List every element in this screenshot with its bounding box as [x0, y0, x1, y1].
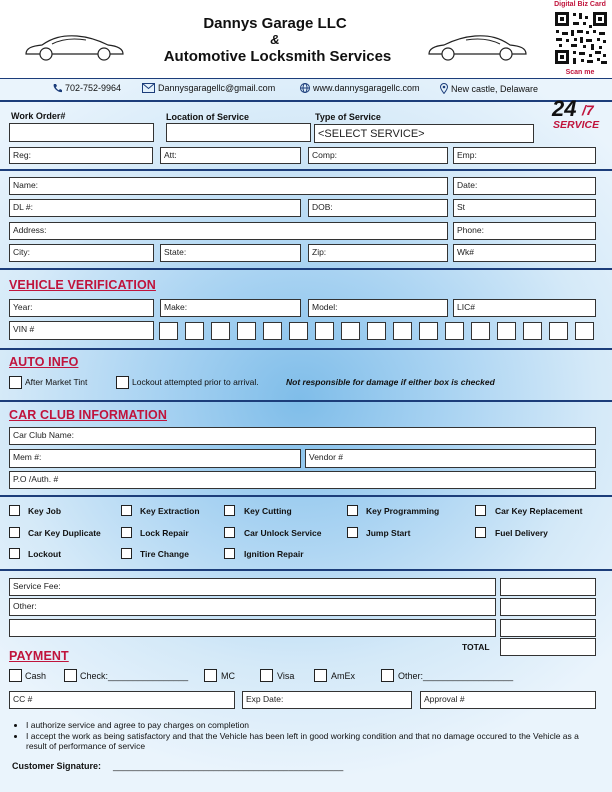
type-of-service-label: Type of Service — [315, 112, 381, 122]
location-text: New castle, Delaware — [451, 83, 539, 94]
location-of-service-input[interactable] — [166, 123, 311, 142]
st-field[interactable]: St — [453, 199, 596, 217]
zip-field[interactable]: Zip: — [308, 244, 448, 262]
after-market-tint-checkbox[interactable] — [9, 376, 22, 389]
globe-icon — [300, 83, 310, 93]
after-market-tint-label: After Market Tint — [25, 377, 88, 387]
company-name-line1: Dannys Garage LLC — [203, 15, 347, 32]
car-club-title: CAR CLUB INFORMATION — [9, 408, 167, 422]
vin-char-17[interactable] — [575, 322, 594, 340]
service-lockout-checkbox[interactable] — [9, 548, 20, 559]
contact-email[interactable] — [142, 83, 275, 93]
year-field[interactable]: Year: — [9, 299, 154, 317]
dob-field[interactable]: DOB: — [308, 199, 448, 217]
work-order-input[interactable] — [9, 123, 154, 142]
qr-caption: Scan me — [565, 69, 595, 76]
auto-info-title: AUTO INFO — [9, 355, 79, 369]
vin-char-2[interactable] — [185, 322, 204, 340]
vin-char-10[interactable] — [393, 322, 412, 340]
extra-fee-field[interactable] — [9, 619, 496, 637]
service-key-extraction-label: Key Extraction — [140, 506, 200, 516]
service-fuel-delivery-label: Fuel Delivery — [495, 528, 548, 538]
service-car-key-replacement-label: Car Key Replacement — [495, 506, 583, 516]
car-club-rule — [0, 495, 612, 497]
email-text: Dannysgaragellc@gmail.com — [158, 83, 276, 93]
pay-amex-checkbox[interactable] — [314, 669, 327, 682]
total-amount[interactable] — [500, 638, 596, 656]
term-authorize: • I authorize service and agree to pay charges on completion — [26, 720, 599, 730]
service-ignition-repair-checkbox[interactable] — [224, 548, 235, 559]
signature-line[interactable]: ______________________________________________ — [113, 761, 344, 771]
car-right-icon — [426, 28, 530, 64]
term-accept: • I accept the work as being satisfactory and that the Vehicle has been left in good working condition and that no damage occured to the Vehicle as a result of performance of service — [26, 731, 599, 751]
location-pin-icon — [440, 83, 448, 94]
service-fuel-delivery-checkbox[interactable] — [475, 527, 486, 538]
disclaimer-text: Not responsible for damage if either box is checked — [286, 377, 495, 387]
model-field[interactable]: Model: — [308, 299, 448, 317]
total-label: TOTAL — [462, 642, 490, 652]
service-car-key-duplicate-checkbox[interactable] — [9, 527, 20, 538]
po-auth-field[interactable]: P.O /Auth. # — [9, 471, 596, 489]
service-24-7-badge — [552, 96, 610, 136]
address-field[interactable]: Address: — [9, 222, 448, 240]
contact-rule — [0, 100, 612, 102]
state-field[interactable]: State: — [160, 244, 301, 262]
mem-field[interactable]: Mem #: — [9, 449, 301, 468]
contact-location — [440, 83, 538, 94]
service-ignition-repair-label: Ignition Repair — [244, 549, 304, 559]
service-tire-change-label: Tire Change — [140, 549, 189, 559]
wk-field[interactable]: Wk# — [453, 244, 596, 262]
badge-service: SERVICE — [553, 119, 600, 131]
vin-char-5[interactable] — [263, 322, 282, 340]
auto-info-rule — [0, 400, 612, 402]
qr-code-icon[interactable] — [553, 10, 609, 66]
pay-mc-checkbox[interactable] — [204, 669, 217, 682]
vin-char-9[interactable] — [367, 322, 386, 340]
work-order-label: Work Order# — [11, 111, 66, 121]
service-lockout-label: Lockout — [28, 549, 62, 559]
vin-char-14[interactable] — [497, 322, 516, 340]
order-rule — [0, 169, 612, 171]
contact-website[interactable] — [300, 83, 420, 93]
pay-cash-label: Cash — [25, 671, 47, 681]
vin-char-1[interactable] — [159, 322, 178, 340]
vin-char-11[interactable] — [419, 322, 438, 340]
lockout-attempted-label: Lockout attempted prior to arrival. — [132, 377, 259, 387]
pay-check-checkbox[interactable] — [64, 669, 77, 682]
pay-other-label: Other:__________________ — [398, 671, 514, 681]
approval-field[interactable]: Approval # — [420, 691, 596, 709]
vin-char-12[interactable] — [445, 322, 464, 340]
location-of-service-label: Location of Service — [166, 112, 250, 122]
service-jump-start-label: Jump Start — [366, 528, 411, 538]
service-key-extraction-checkbox[interactable] — [121, 505, 132, 516]
extra-fee-amount[interactable] — [500, 619, 596, 637]
service-fee-amount[interactable] — [500, 578, 596, 596]
vin-char-3[interactable] — [211, 322, 230, 340]
service-key-cutting-label: Key Cutting — [244, 506, 292, 516]
att-field[interactable]: Att: — [160, 147, 301, 164]
company-name-line2: Automotive Locksmith Services — [163, 48, 392, 65]
vin-char-6[interactable] — [289, 322, 308, 340]
vin-label-field: VIN # — [9, 321, 154, 340]
vin-char-8[interactable] — [341, 322, 360, 340]
pay-check-label: Check:________________ — [80, 671, 189, 681]
vin-char-7[interactable] — [315, 322, 334, 340]
comp-field[interactable]: Comp: — [308, 147, 448, 164]
service-lock-repair-checkbox[interactable] — [121, 527, 132, 538]
service-key-job-label: Key Job — [28, 506, 62, 516]
vehicle-rule — [0, 348, 612, 350]
dl-field[interactable]: DL #: — [9, 199, 301, 217]
services-rule — [0, 569, 612, 571]
company-name-amp: & — [270, 32, 280, 47]
service-jump-start-checkbox[interactable] — [347, 527, 358, 538]
service-tire-change-checkbox[interactable] — [121, 548, 132, 559]
vin-char-16[interactable] — [549, 322, 568, 340]
terms-list — [14, 720, 599, 752]
service-car-key-duplicate-label: Car Key Duplicate — [28, 528, 101, 538]
pay-other-checkbox[interactable] — [381, 669, 394, 682]
service-fee-field[interactable]: Service Fee: — [9, 578, 496, 596]
pay-visa-label: Visa — [277, 671, 295, 681]
vendor-field[interactable]: Vendor # — [305, 449, 596, 468]
service-car-unlock-label: Car Unlock Service — [244, 528, 322, 538]
qr-title: Digital Biz Card — [554, 1, 606, 8]
payment-title: PAYMENT — [9, 649, 69, 663]
vin-char-13[interactable] — [471, 322, 490, 340]
cc-number-field[interactable]: CC # — [9, 691, 235, 709]
service-key-programming-label: Key Programming — [366, 506, 440, 516]
date-field[interactable]: Date: — [453, 177, 596, 195]
car-left-icon — [22, 28, 126, 64]
badge-7: /7 — [582, 102, 594, 118]
phone-icon — [52, 83, 62, 93]
service-key-job-checkbox[interactable] — [9, 505, 20, 516]
header-rule — [0, 78, 612, 79]
name-field[interactable]: Name: — [9, 177, 448, 195]
pay-cash-checkbox[interactable] — [9, 669, 22, 682]
type-of-service-select[interactable]: <SELECT SERVICE> — [314, 124, 534, 143]
lockout-attempted-checkbox[interactable] — [116, 376, 129, 389]
city-field[interactable]: City: — [9, 244, 154, 262]
other-fee-field[interactable]: Other: — [9, 598, 496, 616]
signature-label: Customer Signature: — [12, 761, 102, 771]
service-key-cutting-checkbox[interactable] — [224, 505, 235, 516]
make-field[interactable]: Make: — [160, 299, 301, 317]
website-text: www.dannysgaragellc.com — [313, 83, 420, 93]
service-car-unlock-checkbox[interactable] — [224, 527, 235, 538]
service-key-programming-checkbox[interactable] — [347, 505, 358, 516]
lic-field[interactable]: LIC# — [453, 299, 596, 317]
service-lock-repair-label: Lock Repair — [140, 528, 189, 538]
car-club-name-field[interactable]: Car Club Name: — [9, 427, 596, 445]
pay-mc-label: MC — [221, 671, 235, 681]
emp-field[interactable]: Emp: — [453, 147, 596, 164]
vehicle-verification-title: VEHICLE VERIFICATION — [9, 278, 156, 292]
other-fee-amount[interactable] — [500, 598, 596, 616]
service-car-key-replacement-checkbox[interactable] — [475, 505, 486, 516]
phone-field[interactable]: Phone: — [453, 222, 596, 240]
email-icon — [142, 83, 155, 93]
reg-field[interactable]: Reg: — [9, 147, 153, 164]
exp-date-field[interactable]: Exp Date: — [242, 691, 412, 709]
phone-text: 702-752-9964 — [65, 83, 122, 93]
pay-visa-checkbox[interactable] — [260, 669, 273, 682]
customer-rule — [0, 268, 612, 270]
pay-amex-label: AmEx — [331, 671, 356, 681]
vin-char-4[interactable] — [237, 322, 256, 340]
badge-24: 24 — [552, 96, 577, 121]
vin-char-15[interactable] — [523, 322, 542, 340]
contact-phone[interactable] — [52, 83, 121, 93]
